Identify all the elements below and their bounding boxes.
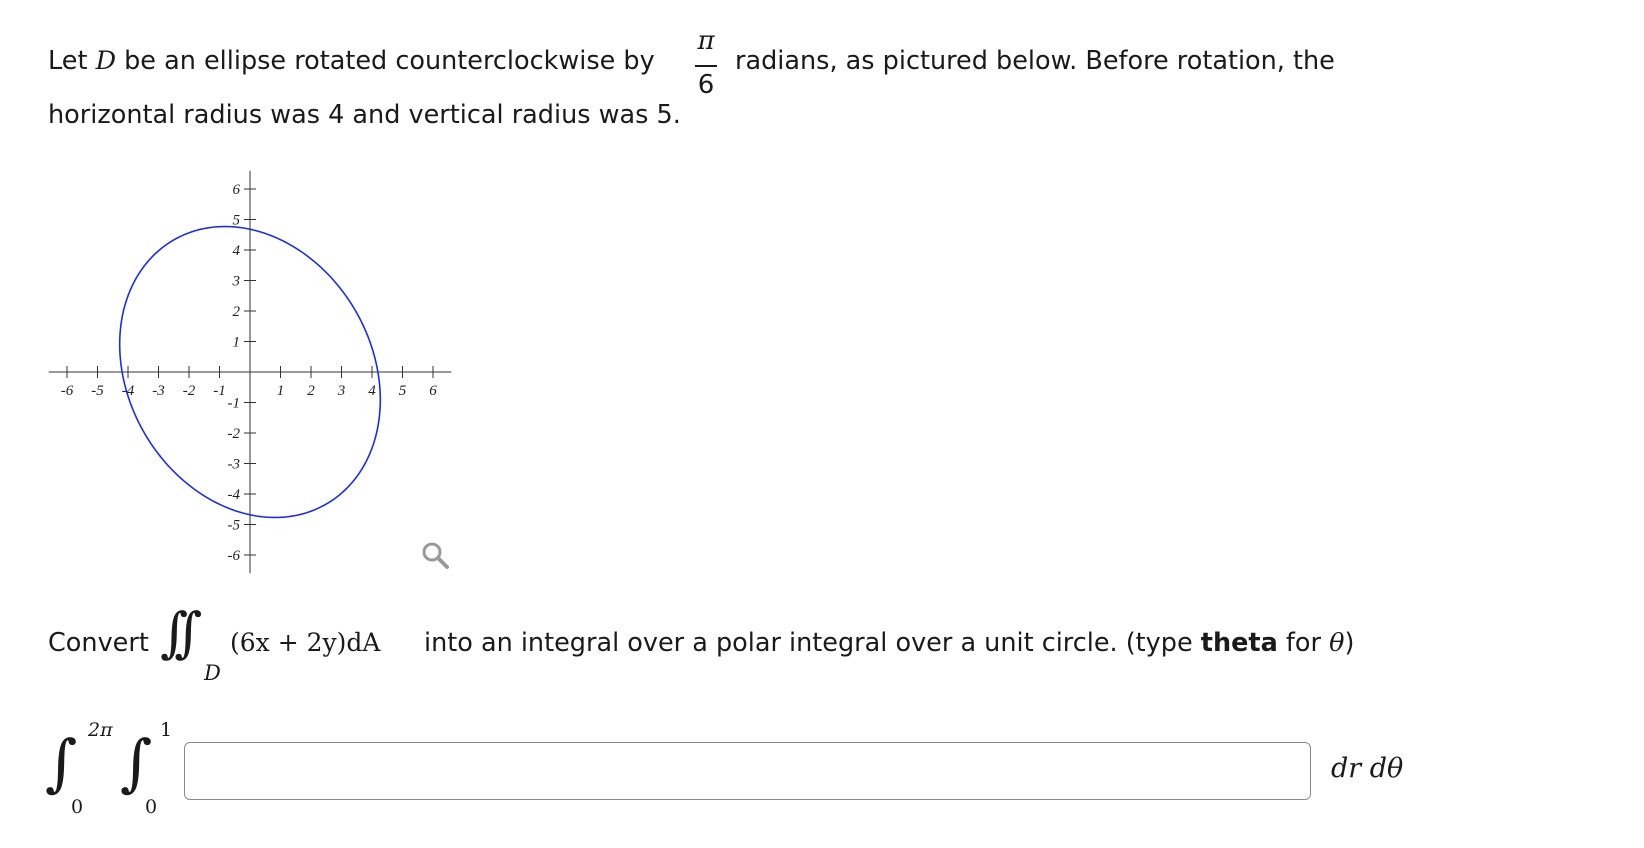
theta-bold-word: theta bbox=[1200, 628, 1278, 658]
y-tick-label: -4 bbox=[227, 487, 240, 503]
fraction-denominator: 6 bbox=[697, 70, 715, 100]
magnifier-icon[interactable] bbox=[420, 540, 450, 570]
double-integral-symbol: ∫∫ bbox=[160, 601, 189, 664]
y-tick-label: -5 bbox=[227, 517, 240, 534]
differentials-label: dr dθ bbox=[1331, 753, 1404, 784]
intro-line-1-right: radians, as pictured below. Before rotation, the bbox=[735, 46, 1335, 76]
intro-line-2: horizontal radius was 4 and vertical radius was 5. bbox=[48, 100, 681, 130]
question-text-for: for bbox=[1285, 628, 1321, 658]
outer-integral-sign: ∫ bbox=[45, 726, 78, 799]
x-tick-label: -6 bbox=[60, 383, 74, 399]
graph-axes bbox=[49, 171, 452, 574]
fraction-numerator: π bbox=[697, 26, 715, 56]
x-tick-label: 6 bbox=[429, 383, 437, 399]
x-tick-label: -2 bbox=[182, 383, 196, 399]
x-tick-label: -4 bbox=[121, 383, 135, 399]
outer-lower-limit: 0 bbox=[71, 796, 84, 818]
y-tick-label: 2 bbox=[232, 304, 240, 320]
y-tick-label: 5 bbox=[232, 212, 240, 229]
y-tick-label: 3 bbox=[232, 273, 240, 290]
y-tick-label: -3 bbox=[227, 456, 240, 473]
x-tick-label: 2 bbox=[307, 383, 315, 399]
question-text-after: into an integral over a polar integral over a unit circle. (type bbox=[424, 628, 1193, 658]
inner-lower-limit: 0 bbox=[145, 796, 158, 818]
inner-upper-limit: 1 bbox=[160, 719, 173, 741]
y-tick-label: 1 bbox=[232, 334, 240, 351]
y-tick-label: -1 bbox=[227, 395, 240, 412]
y-tick-label: 4 bbox=[232, 243, 240, 259]
graph-tick-labels bbox=[61, 182, 438, 564]
region-d-symbol: D bbox=[95, 46, 117, 76]
x-tick-label: 5 bbox=[398, 383, 407, 399]
x-tick-label: 4 bbox=[368, 383, 376, 399]
x-tick-label: -3 bbox=[152, 383, 165, 399]
answer-input-field[interactable] bbox=[184, 742, 1311, 800]
integrand-text: (6x + 2y)dA bbox=[230, 628, 381, 657]
inner-integral-sign: ∫ bbox=[120, 726, 153, 799]
integrand bbox=[230, 628, 380, 658]
question-close-paren: ) bbox=[1344, 628, 1355, 658]
intro-text-before: Let bbox=[48, 46, 96, 76]
y-tick-label: -2 bbox=[227, 426, 240, 442]
intro-text-after-d: be an ellipse rotated counterclockwise by bbox=[116, 46, 655, 76]
question-rest bbox=[424, 628, 1354, 658]
x-tick-label: 3 bbox=[337, 383, 346, 399]
outer-upper-limit: 2π bbox=[88, 719, 113, 741]
y-tick-label: 6 bbox=[232, 182, 240, 198]
theta-symbol: θ bbox=[1329, 628, 1345, 658]
x-tick-label: 1 bbox=[276, 383, 285, 399]
y-tick-label: -6 bbox=[227, 548, 240, 564]
x-tick-label: -1 bbox=[213, 383, 226, 399]
convert-label: Convert bbox=[48, 628, 149, 658]
x-tick-label: -5 bbox=[91, 383, 104, 399]
integral-subscript-d: D bbox=[204, 661, 221, 685]
